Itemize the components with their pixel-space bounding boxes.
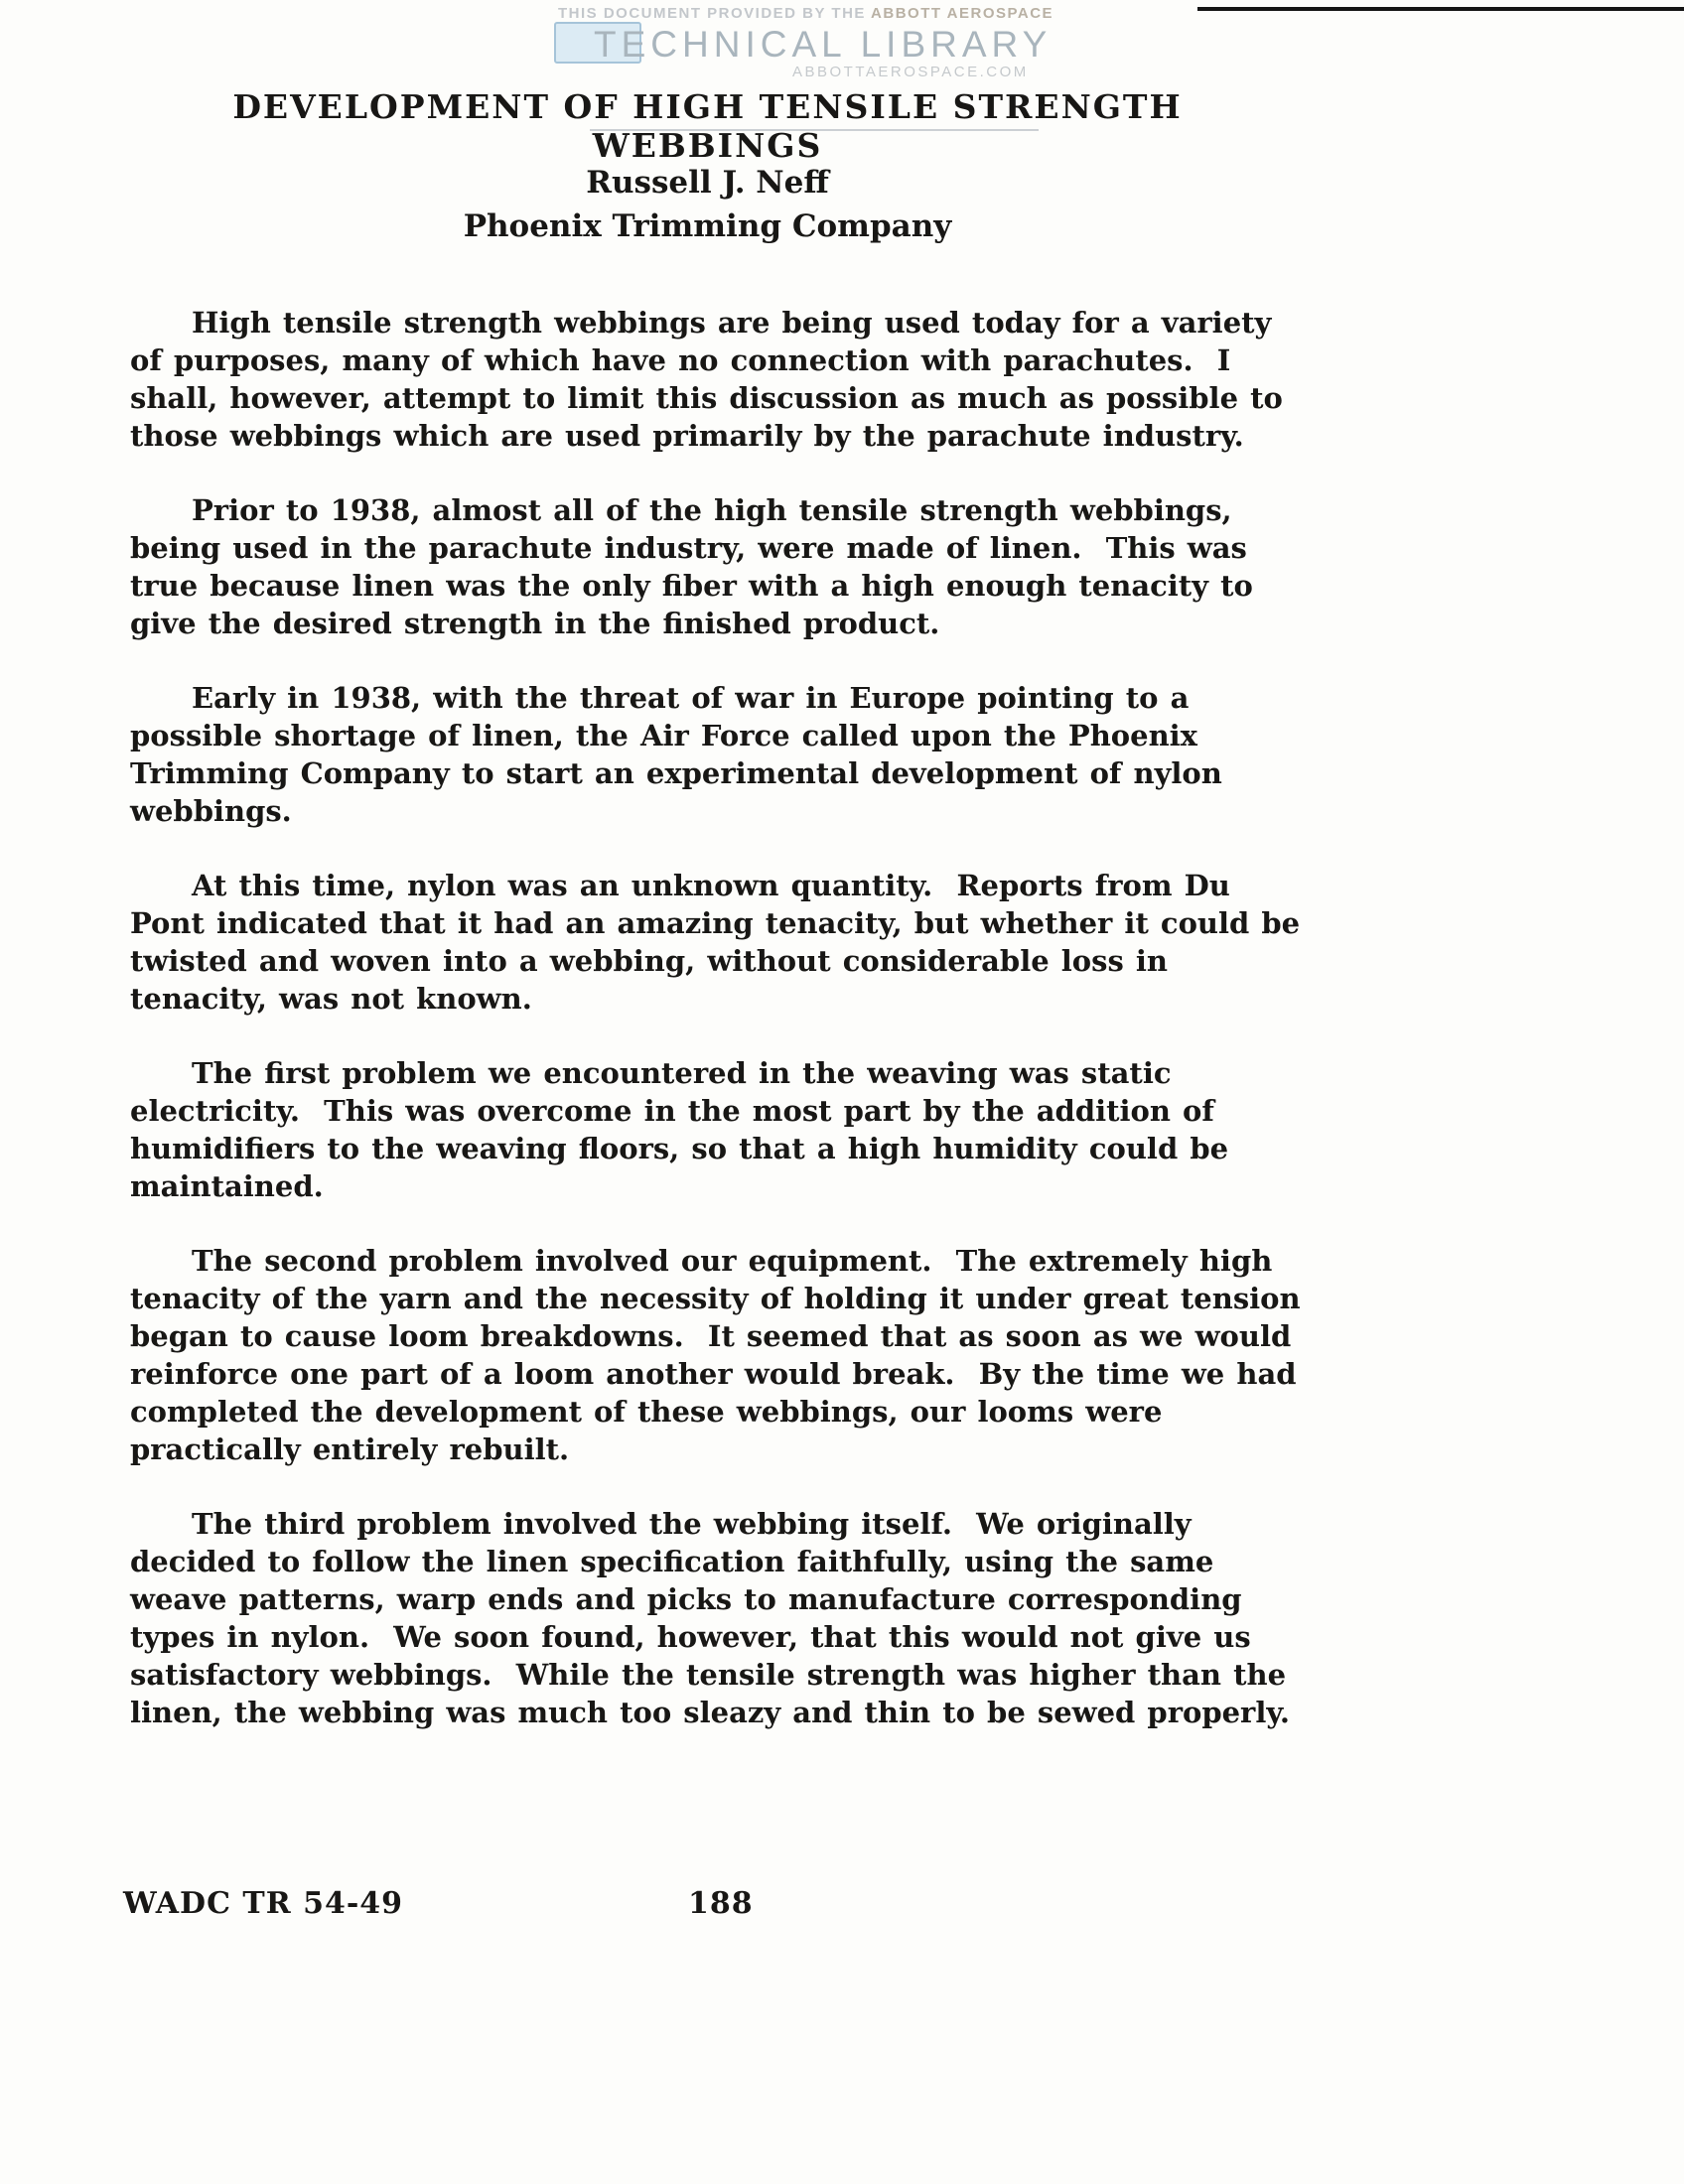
document-body: [130, 304, 1313, 1768]
watermark-provider-prefix: THIS DOCUMENT PROVIDED BY THE: [558, 5, 866, 22]
paragraph: At this time, nylon was an unknown quantity. Reports from Du Pont indicated that it had an amazing tenacity, but whether it could be twisted and woven into a webbing, without considerable loss in tenacity, was not known.: [130, 869, 1313, 1016]
paragraph: The first problem we encountered in the weaving was static electricity. This was overcome in the most part by the addition of humidifiers to the weaving floors, so that a high humidity could be maintained.: [130, 1056, 1241, 1203]
page-number: 188: [688, 1886, 754, 1921]
paragraph: High tensile strength webbings are being used today for a variety of purposes, many of which have no connection with parachutes. I shall, however, attempt to limit this discussion as much as possible to those webbings which are used primarily by the parachute industry.: [130, 306, 1295, 453]
byline-block: [130, 161, 1285, 248]
report-number: WADC TR 54-49: [123, 1886, 404, 1921]
paragraph: Prior to 1938, almost all of the high tensile strength webbings, being used in the parachute industry, were made of linen. This was true because linen was the only fiber with a high enough tenacity to give the desired strength in the finished product.: [130, 493, 1265, 640]
paragraph: Early in 1938, with the threat of war in Europe pointing to a possible shortage of linen, the Air Force called upon the Phoenix Trimming Company to start an experimental development of nylon webbings.: [130, 681, 1234, 828]
author-affiliation: Phoenix Trimming Company: [463, 208, 952, 244]
watermark-provider-line: [558, 5, 1053, 22]
document-title: DEVELOPMENT OF HIGH TENSILE STRENGTH WEBBINGS: [232, 87, 1183, 165]
author-name: Russell J. Neff: [586, 165, 829, 201]
scan-edge-rule: [1197, 7, 1684, 11]
paragraph: The second problem involved our equipment. The extremely high tenacity of the yarn and the necessity of holding it under great tension began to cause loom breakdowns. It seemed that as soon as we would reinforce one part of a loom another would break. By the time we had completed the development of these webbings, our looms were practically entirely rebuilt.: [130, 1244, 1313, 1466]
watermark-website: ABBOTTAEROSPACE.COM: [792, 64, 1029, 80]
watermark-library-title: TECHNICAL LIBRARY: [594, 24, 1052, 65]
watermark-provider-brand: ABBOTT AEROSPACE: [871, 5, 1054, 22]
paragraph: The third problem involved the webbing itself. We originally decided to follow the linen specification faithfully, using the same weave patterns, warp ends and picks to manufacture corresponding types in nylon. We soon found, however, that this would not give us satisfactory webbings. While the tensile strength was higher than the linen, the webbing was much too sleazy and thin to be sewed properly.: [130, 1507, 1299, 1729]
